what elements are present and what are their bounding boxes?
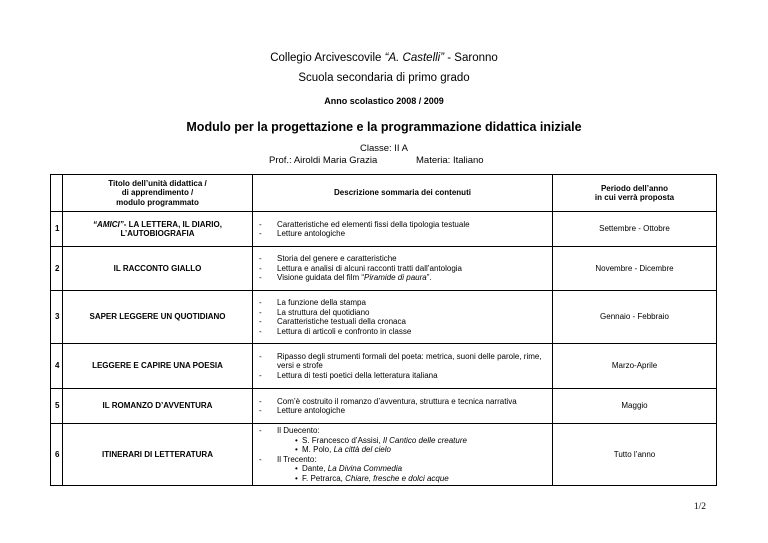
row-title: SAPER LEGGERE UN QUOTIDIANO <box>63 291 253 344</box>
author: M. Polo, <box>302 445 334 454</box>
header-desc-cell: Descrizione sommaria dei contenuti <box>253 175 553 212</box>
list-item: - Lettura di testi poetici della letteratura italiana <box>259 371 548 381</box>
sub-list-item <box>295 445 548 455</box>
row-description <box>253 424 553 486</box>
header-period-line: Periodo dell’anno <box>600 183 669 193</box>
row-period: Marzo-Aprile <box>553 344 717 389</box>
table-row <box>51 424 717 486</box>
sub-list-item <box>295 436 548 446</box>
row-title: IL ROMANZO D’AVVENTURA <box>63 389 253 424</box>
row-title <box>63 212 253 247</box>
work-title: La Divina Commedia <box>327 464 403 473</box>
list-item: - Letture antologiche <box>259 406 548 416</box>
class-label: Classe: II A <box>359 143 409 154</box>
list-item: - Com’è costruito il romanzo d’avventura, struttura e tecnica narrativa <box>259 397 548 407</box>
list-item-text: ”. <box>426 273 432 283</box>
film-title: Piramide di paura <box>364 273 427 283</box>
table-header-row <box>51 175 717 212</box>
table-row <box>51 212 717 247</box>
header-period-line: in cui verrà proposta <box>594 193 675 202</box>
document-title: Modulo per la progettazione e la programmazione didattica iniziale <box>186 120 582 134</box>
list-item <box>259 273 548 283</box>
list-item: - Lettura di articoli e confronto in classe <box>259 327 548 337</box>
subject-label: Materia: Italiano <box>416 155 484 166</box>
row-period: Gennaio - Febbraio <box>553 291 717 344</box>
list-item <box>259 455 548 484</box>
row-title-italic: “AMICI” <box>93 219 124 229</box>
row-description <box>253 389 553 424</box>
work-title: Il Cantico delle creature <box>382 435 467 445</box>
header-title-line: di apprendimento / <box>121 188 194 198</box>
author: F. Petrarca, <box>302 473 346 483</box>
header-title-cell <box>63 175 253 212</box>
row-period: Novembre - Dicembre <box>553 247 717 291</box>
work-title: La città del cielo <box>333 445 391 454</box>
list-item: - Caratteristiche ed elementi fissi della tipologia testuale <box>259 220 548 230</box>
school-subtitle: Scuola secondaria di primo grado <box>298 72 470 84</box>
list-item-text: Visione guidata del film “ <box>277 273 365 283</box>
author: Dante, <box>302 464 328 473</box>
row-number: 6 <box>51 424 63 486</box>
header-title-line: Titolo dell’unità didattica / <box>108 178 207 188</box>
row-title: LEGGERE E CAPIRE UNA POESIA <box>63 344 253 389</box>
work-title: Chiare, fresche e dolci acque <box>345 473 449 483</box>
table-row <box>51 344 717 389</box>
row-number: 1 <box>51 212 63 247</box>
row-title: ITINERARI DI LETTERATURA <box>63 424 253 486</box>
school-name: “A. Castelli” <box>384 52 445 64</box>
list-item: - Ripasso degli strumenti formali del poeta: metrica, suoni delle parole, rime, versi e strofe <box>259 352 548 371</box>
school-suffix: - Saronno <box>444 52 498 64</box>
list-item: - La funzione della stampa <box>259 298 548 308</box>
list-item-text: Il Duecento: <box>277 426 320 435</box>
row-period: Settembre - Ottobre <box>553 212 717 247</box>
table-row <box>51 389 717 424</box>
list-item: - Storia del genere e caratteristiche <box>259 254 548 264</box>
row-description <box>253 344 553 389</box>
list-item: - Caratteristiche testuali della cronaca <box>259 317 548 327</box>
school-heading <box>0 52 768 64</box>
table-row <box>51 291 717 344</box>
row-number: 3 <box>51 291 63 344</box>
author: S. Francesco d’Assisi, <box>302 435 383 445</box>
page-number: 1/2 <box>693 502 706 512</box>
row-number: 4 <box>51 344 63 389</box>
header-period-cell <box>553 175 717 212</box>
row-description <box>253 212 553 247</box>
sub-list-item <box>295 474 548 484</box>
list-item: - La struttura del quotidiano <box>259 308 548 318</box>
header-title-line: modulo programmato <box>116 197 199 207</box>
row-title: IL RACCONTO GIALLO <box>63 247 253 291</box>
row-period: Maggio <box>553 389 717 424</box>
programming-table <box>50 174 717 486</box>
row-title-text: - LA LETTERA, IL DIARIO, <box>123 219 222 229</box>
teacher-label: Prof.: Airoldi Maria Grazia <box>269 155 378 166</box>
row-number: 2 <box>51 247 63 291</box>
row-title-text: L’AUTOBIOGRAFIA <box>120 229 195 238</box>
list-item-text: Il Trecento: <box>277 454 317 464</box>
row-period: Tutto l’anno <box>553 424 717 486</box>
list-item: - Lettura e analisi di alcuni racconti tratti dall’antologia <box>259 264 548 274</box>
sub-list-item <box>295 464 548 474</box>
row-number: 5 <box>51 389 63 424</box>
row-description <box>253 247 553 291</box>
school-year: Anno scolastico 2008 / 2009 <box>324 96 444 106</box>
row-description <box>253 291 553 344</box>
list-item: - Letture antologiche <box>259 229 548 239</box>
school-prefix: Collegio Arcivescovile <box>270 52 385 64</box>
header-num-cell <box>51 175 63 212</box>
list-item <box>259 426 548 455</box>
table-row <box>51 247 717 291</box>
